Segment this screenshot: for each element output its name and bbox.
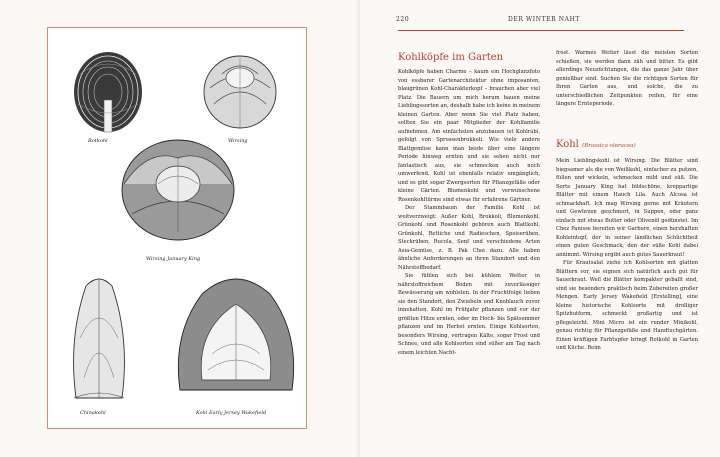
right-page bbox=[360, 0, 720, 457]
column-right-lower bbox=[556, 157, 698, 353]
section1-heading: Kohlköpfe im Garten bbox=[398, 52, 504, 63]
column-right bbox=[556, 49, 698, 109]
early-jersey-wakefield-illustration bbox=[172, 264, 300, 404]
column-right-top-paragraph: frost. Warmes Wetter lässt die meisten Sorten schießen, sie werden dann zäh und bitter. Es gibt allerdings Neuzüchtungen, die das ganze Jahr über genießbar sind. Suchen Sie die richtigen Sorten für Ihren Garten aus, und solche, die zu unterschiedlichen Zeitpunkten reifen, für eine längere Ernteperiode. bbox=[556, 50, 698, 107]
section2-heading bbox=[556, 139, 636, 150]
caption-early-jersey-wakefield: Kohl Early Jersey Wakefield bbox=[196, 410, 267, 416]
section1-paragraph: Kohlköpfe haben Charme – kaum ein Hochglanzfoto von essbarer Gartenarchitektur ohne imposanten, blaugrünen Kohl-Charakterkopf – brauchen aber viel Platz. Die Bauern um mich herum bauen meine Lieblingssorten an, deshalb habe ich keine in meinem kleinen Garten. Aber wenn Sie viel Platz haben, sollten Sie ein paar Mitglieder der Kohlfamilie aufnehmen. Am einfachsten anzubauen ist Kohlrabi, gefolgt von Sprossenbrokkoli. Wie viele andere Blattgemüse kann man beide über eine längere Periode hinweg ernten und sie sehen nicht nur fantastisch aus, sie schmecken auch noch umwerfend. Kohl ist ebenfalls relativ umgänglich, und es gibt sogar Zwergsorten für Pflanzgefäße oder kleine Gärten. Blumenkohl und verwunschene Rosenkohltürme sind etwas für erfahrene Gärtner. bbox=[398, 69, 540, 203]
caption-rotkohl: Rotkohl bbox=[88, 138, 108, 144]
section2-paragraph: Mein Lieblingskohl ist Wirsing. Die Blätter sind biegsamer als die von Weißkohl, einfacher zu putzen, füllen und wickeln, schmecken mild und süß. Die Sorte January King hat bildschöne, kreppartige Blätter mit einem Hauch Lila. Auch Alcosa ist schmackhaft. Ich mag Wirsing gerne mit Kräutern und Gewürzen geschmort, in Suppen, oder ganz einfach mit etwas Butter oder Olivenöl gedünstet. Im Chez Panisse bereiten wir Garbure, einen herzhaften Kohleintopf, der in seiner ländlichen Schlichtheit einen guten Geschmack, den der süße Kohl dabei annimmt. Wirsing ergibt auch gutes Sauerkraut! bbox=[556, 158, 698, 258]
section1-paragraph: Sie fühlen sich bei kühlem Wetter in nährstoffreichem Boden mit zuverlässiger Bewässerung am wohlsten. In der Fruchtfolge lieben sie den Standort, den Zwiebeln und Knoblauch zuvor innehatten. Kohl im Frühjahr pflanzen und vor der größten Hitze ernten, oder im Hoch- bis Spätsommer pflanzen und im Herbst ernten. Einige Kohlsorten, besonders Wirsing, vertragen Kälte, sogar Frost und Schnee, und alle Kohlsorten sind süßer am Tag nach einem leichten Nacht- bbox=[398, 273, 540, 356]
page-number: 220 bbox=[396, 16, 410, 23]
section2-title: Kohl bbox=[556, 139, 579, 150]
running-head: DER WINTER NAHT bbox=[508, 16, 581, 23]
section1-paragraph: Der Stammbaum der Familie Kohl ist weitverzweigt: Außer Kohl, Brokkoli, Blumenkohl, Grünkohl und Rosenkohl gehören auch Blattkohl, Grünkohl, Rettiche und Radieschen, Speiserüben, Steckrüben, Rucola, Senf und verschiedene Arten Asia-Gemüse, z. B. Pak Choi dazu. Alle haben ähnliche Anforderungen an ihren Standort und den Nährstoffbedarf. bbox=[398, 205, 540, 271]
section2-paragraph: Für Krautsalat ziehe ich Kohlsorten mit glatten Blättern vor, sie eignen sich natürlich auch gut für Sauerkraut. Weil die Blätter kompakter geballt sind, sind sie besonders praktisch beim Zubereiten großer Mengen. Early Jersey Wakefield [Erstelling], eine kleine historische Kohlsorte mit drolliger Spitzhutform, schmeckt großartig und ist pflegeleicht. Mini Micro ist ein runder Minikohl, genau richtig für Pflanzgefäße und Handtuchgärten. Einen kräftigen Farbtupfer bringt Rotkohl in Garten und Küche. Beim bbox=[556, 260, 698, 351]
wirsing-january-king-illustration bbox=[118, 128, 238, 246]
illustration-plate bbox=[47, 27, 307, 429]
section2-latin: (Brassica oleracea) bbox=[582, 143, 636, 149]
column-left bbox=[398, 68, 540, 357]
caption-chinakohl: Chinakohl bbox=[80, 410, 106, 416]
wirsing-illustration bbox=[200, 44, 280, 134]
section1-rule bbox=[398, 30, 684, 31]
caption-wirsing-january-king: Wirsing January King bbox=[146, 256, 201, 262]
chinakohl-illustration bbox=[64, 268, 134, 408]
caption-wirsing: Wirsing bbox=[228, 138, 248, 144]
